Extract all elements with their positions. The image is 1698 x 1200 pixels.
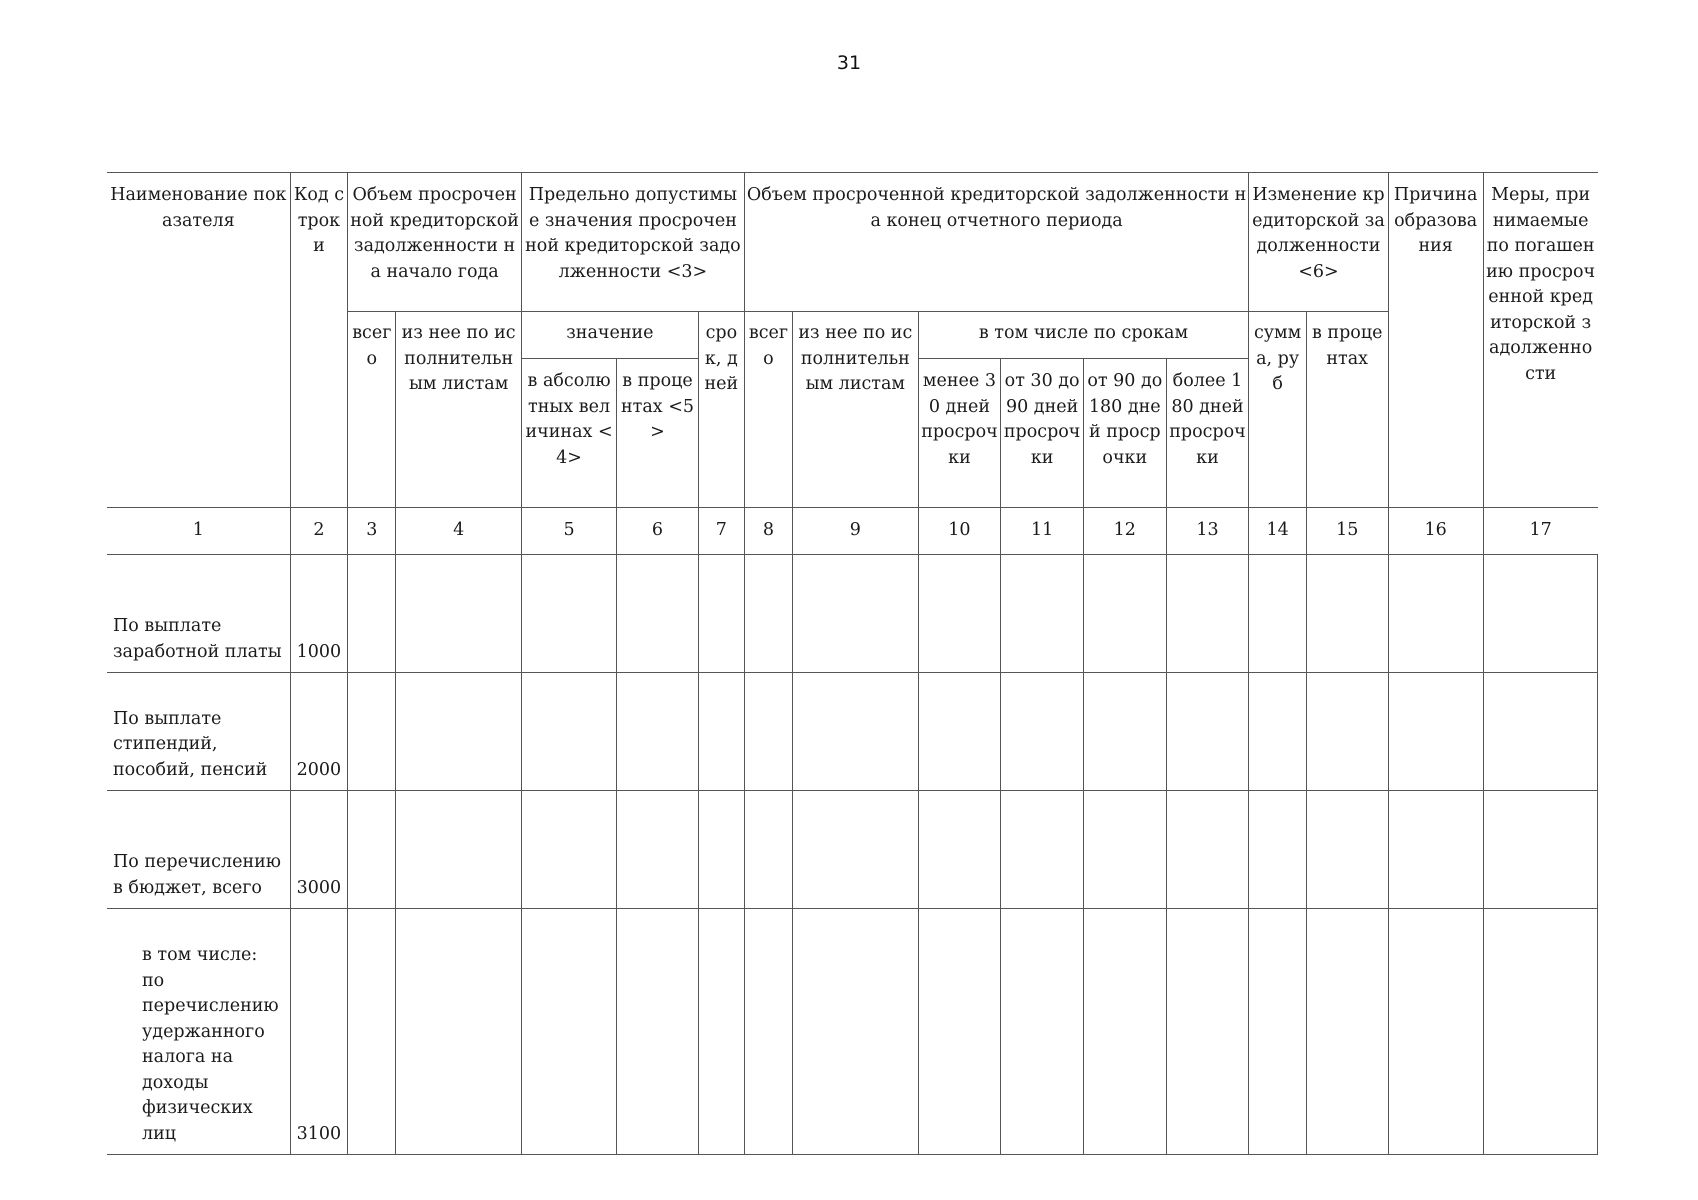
header-30-90: от 30 до 90 дней просрочки: [1001, 359, 1084, 508]
data-cell[interactable]: [396, 673, 522, 791]
column-number: 4: [396, 508, 522, 555]
row-label: в том числе: по перечислению удержанного налога на доходы физических лиц: [107, 909, 290, 1155]
table-row: [107, 555, 1598, 673]
column-number: 5: [521, 508, 616, 555]
header-in-percent: в процентах: [1306, 312, 1388, 508]
data-cell[interactable]: [744, 791, 792, 909]
row-code: 1000: [290, 555, 348, 673]
page-number: 31: [836, 52, 862, 74]
header-percent: в процентах <5>: [617, 359, 699, 508]
column-number: 8: [744, 508, 792, 555]
header-writs-end: из нее по исполнительным листам: [793, 312, 919, 508]
overdue-payables-table: [107, 172, 1598, 1155]
data-cell[interactable]: [1249, 909, 1307, 1155]
column-number: 1: [107, 508, 290, 555]
data-cell[interactable]: [744, 909, 792, 1155]
data-cell[interactable]: [698, 909, 744, 1155]
row-label: По выплате стипендий, пособий, пенсий: [107, 673, 290, 791]
column-number: 6: [617, 508, 699, 555]
data-cell[interactable]: [1166, 673, 1249, 791]
data-cell[interactable]: [744, 673, 792, 791]
header-writs: из нее по исполнительным листам: [396, 312, 522, 508]
header-code: Код строки: [290, 173, 348, 508]
header-by-terms: в том числе по срокам: [918, 312, 1249, 359]
data-cell[interactable]: [396, 555, 522, 673]
data-cell[interactable]: [1083, 555, 1166, 673]
column-number: 14: [1249, 508, 1307, 555]
column-number: 3: [348, 508, 396, 555]
data-cell[interactable]: [1083, 791, 1166, 909]
column-number: 11: [1001, 508, 1084, 555]
data-cell[interactable]: [793, 909, 919, 1155]
table-row: [107, 673, 1598, 791]
row-code: 3100: [290, 909, 348, 1155]
header-limits: Предельно допустимые значения просроченной кредиторской задолженности <3>: [521, 173, 744, 312]
data-cell[interactable]: [1483, 791, 1597, 909]
data-cell[interactable]: [1001, 909, 1084, 1155]
header-total-end: всего: [744, 312, 792, 508]
column-number: 13: [1166, 508, 1249, 555]
header-90-180: от 90 до 180 дней просрочки: [1083, 359, 1166, 508]
data-cell[interactable]: [1388, 791, 1483, 909]
header-term-days: срок, дней: [698, 312, 744, 508]
data-cell[interactable]: [1483, 555, 1597, 673]
data-cell[interactable]: [1001, 673, 1084, 791]
header-sum-rub: сумма, руб: [1249, 312, 1307, 508]
data-cell[interactable]: [1388, 673, 1483, 791]
data-cell[interactable]: [1001, 791, 1084, 909]
header-gt180: более 180 дней просрочки: [1166, 359, 1249, 508]
header-value: значение: [521, 312, 698, 359]
data-cell[interactable]: [744, 555, 792, 673]
data-cell[interactable]: [1166, 555, 1249, 673]
row-label: По перечислению в бюджет, всего: [107, 791, 290, 909]
data-cell[interactable]: [793, 555, 919, 673]
data-cell[interactable]: [348, 673, 396, 791]
data-cell[interactable]: [521, 791, 616, 909]
data-cell[interactable]: [793, 673, 919, 791]
data-cell[interactable]: [1001, 555, 1084, 673]
data-cell[interactable]: [521, 673, 616, 791]
data-cell[interactable]: [1249, 555, 1307, 673]
data-cell[interactable]: [521, 555, 616, 673]
data-cell[interactable]: [1166, 791, 1249, 909]
data-cell[interactable]: [793, 791, 919, 909]
data-cell[interactable]: [617, 555, 699, 673]
data-cell[interactable]: [918, 555, 1001, 673]
column-number-row: [107, 508, 1598, 555]
data-cell[interactable]: [348, 555, 396, 673]
column-number: 12: [1083, 508, 1166, 555]
header-total: всего: [348, 312, 396, 508]
header-measures: Меры, принимаемые по погашению просроченной кредиторской задолженности: [1483, 173, 1597, 508]
data-cell[interactable]: [918, 909, 1001, 1155]
data-cell[interactable]: [348, 909, 396, 1155]
data-cell[interactable]: [1388, 909, 1483, 1155]
column-number: 17: [1483, 508, 1597, 555]
row-code: 3000: [290, 791, 348, 909]
column-number: 9: [793, 508, 919, 555]
data-cell[interactable]: [1306, 909, 1388, 1155]
header-reason: Причина образования: [1388, 173, 1483, 508]
data-cell[interactable]: [396, 909, 522, 1155]
header-change: Изменение кредиторской задолженности <6>: [1249, 173, 1388, 312]
data-cell[interactable]: [1166, 909, 1249, 1155]
data-cell[interactable]: [1306, 555, 1388, 673]
row-label: По выплате заработной платы: [107, 555, 290, 673]
data-cell[interactable]: [1306, 791, 1388, 909]
row-code: 2000: [290, 673, 348, 791]
data-cell[interactable]: [698, 673, 744, 791]
data-cell[interactable]: [617, 791, 699, 909]
data-cell[interactable]: [1306, 673, 1388, 791]
data-cell[interactable]: [918, 673, 1001, 791]
data-cell[interactable]: [918, 791, 1001, 909]
table-row: [107, 909, 1598, 1155]
data-cell[interactable]: [617, 673, 699, 791]
data-cell[interactable]: [698, 791, 744, 909]
column-number: 10: [918, 508, 1001, 555]
header-start-volume: Объем просроченной кредиторской задолженности на начало года: [348, 173, 522, 312]
data-cell[interactable]: [617, 909, 699, 1155]
data-cell[interactable]: [1083, 673, 1166, 791]
data-cell[interactable]: [521, 909, 616, 1155]
data-cell[interactable]: [1483, 909, 1597, 1155]
column-number: 7: [698, 508, 744, 555]
header-name: Наименование показателя: [107, 173, 290, 508]
column-number: 15: [1306, 508, 1388, 555]
column-number: 16: [1388, 508, 1483, 555]
data-cell[interactable]: [396, 791, 522, 909]
header-lt30: менее 30 дней просрочки: [918, 359, 1001, 508]
table-row: [107, 791, 1598, 909]
header-absolute: в абсолютных величинах <4>: [521, 359, 616, 508]
data-cell[interactable]: [1083, 909, 1166, 1155]
data-cell[interactable]: [1388, 555, 1483, 673]
header-end-volume: Объем просроченной кредиторской задолженности на конец отчетного периода: [744, 173, 1248, 312]
data-cell[interactable]: [1249, 673, 1307, 791]
column-number: 2: [290, 508, 348, 555]
data-cell[interactable]: [1483, 673, 1597, 791]
data-cell[interactable]: [698, 555, 744, 673]
data-cell[interactable]: [348, 791, 396, 909]
data-cell[interactable]: [1249, 791, 1307, 909]
